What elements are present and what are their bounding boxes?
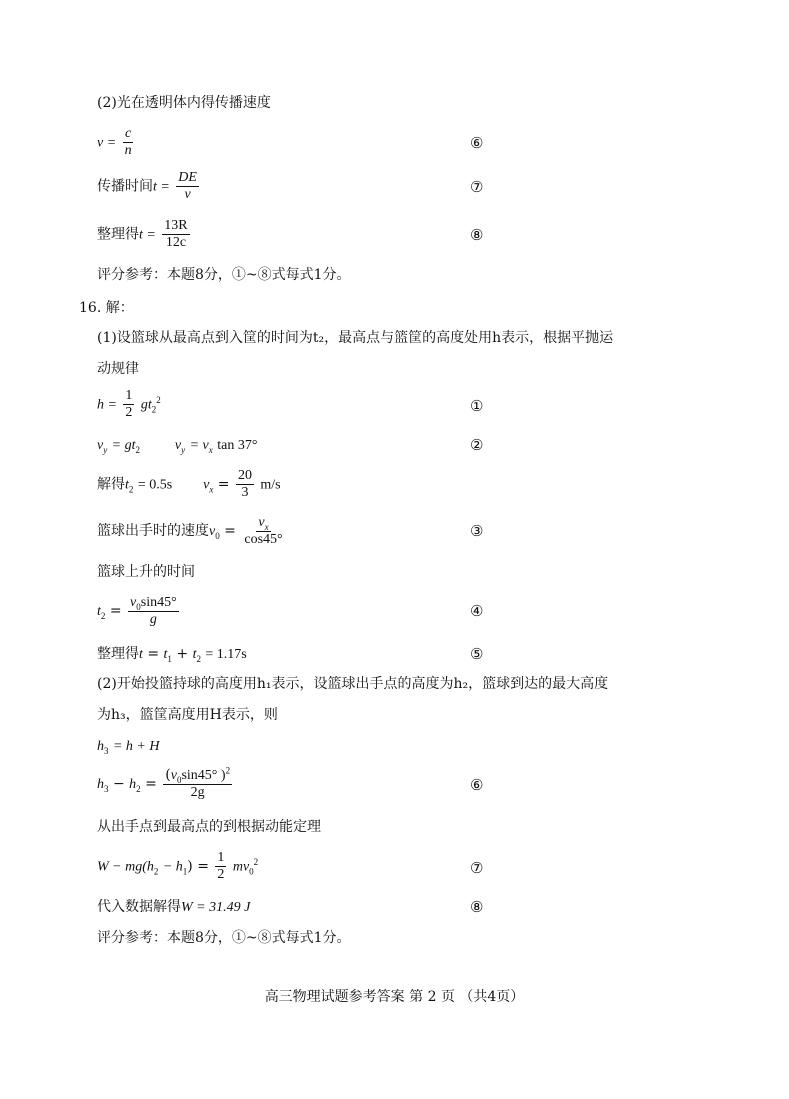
paragraph-line: 为h₃，篮筐高度用H表示，则 <box>97 707 278 723</box>
paragraph-line: 动规律 <box>97 361 139 377</box>
paragraph-line: (1)设篮球从最高点到入筐的时间为t₂，最高点与篮筐的高度处用h表示，根据平抛运 <box>97 330 614 346</box>
page-footer: 高三物理试题参考答案 第 2 页 （共4页） <box>264 989 525 1005</box>
equation-6: $h_3 - h_2$ = $\frac{(v_0\sin 45^\circ )^2}{2g}$ <box>97 765 231 800</box>
equation-5: 整理得$t = t_1 + t_2 = 1.17s$ <box>97 646 247 664</box>
equation-label: ⑦ <box>470 859 484 877</box>
equation-3: 篮球出手时的速度$v_0$ = $\frac{v_x}{\cos 45^\circ}$ <box>97 515 283 547</box>
equation-label: ⑥ <box>470 776 484 794</box>
score-note: 评分参考：本题8分，①~⑧式每式1分。 <box>97 267 351 283</box>
paragraph-line: 篮球上升的时间 <box>97 564 195 580</box>
equation-label: ④ <box>470 602 484 620</box>
paragraph-line: 从出手点到最高点的到根据动能定理 <box>97 819 321 835</box>
equation-2: $v_y = gt_2$ $v_y = v_x$ tan 37° <box>97 438 258 455</box>
score-note: 评分参考：本题8分，①~⑧式每式1分。 <box>97 930 351 946</box>
equation-7: $W - mg(h_2 - h_1)$ = $\frac{1}{2}$ $mv_0^2$ <box>97 850 259 882</box>
part2-heading: (2)光在透明体内得传播速度 <box>97 95 271 111</box>
solution-1: 解得$t_2 = 0.5s$ $v_x$ = $\frac{20}{3}$ m/s <box>97 468 281 500</box>
equation-time: 传播时间t = $\frac{DE}{v}$ <box>97 170 197 202</box>
equation-8: 代入数据解得W = 31.49 J <box>97 899 251 915</box>
equation-label: ⑦ <box>470 178 484 196</box>
equation-1: h = $\frac{1}{2}$ $gt_2^2$ <box>97 388 161 420</box>
equation-h3: $h_3 = h + H$ <box>97 739 160 756</box>
equation-label: ① <box>470 397 484 415</box>
equation-speed: v = $\frac{c}{n}$ <box>97 126 132 158</box>
equation-label: ⑧ <box>470 226 484 244</box>
equation-4: $t_2$ = $\frac{v_0\sin 45^\circ}{g}$ <box>97 595 177 627</box>
equation-label: ⑧ <box>470 898 484 916</box>
paragraph-line: (2)开始投篮持球的高度用h₁表示，设篮球出手点的高度为h₂，篮球到达的最大高度 <box>97 676 609 692</box>
question-16-heading: 16. 解： <box>79 300 134 316</box>
equation-time-result: 整理得t = $\frac{13R}{12c}$ <box>97 218 188 250</box>
equation-label: ⑤ <box>470 645 484 663</box>
equation-label: ③ <box>470 522 484 540</box>
equation-label: ⑥ <box>470 134 484 152</box>
equation-label: ② <box>470 436 484 454</box>
